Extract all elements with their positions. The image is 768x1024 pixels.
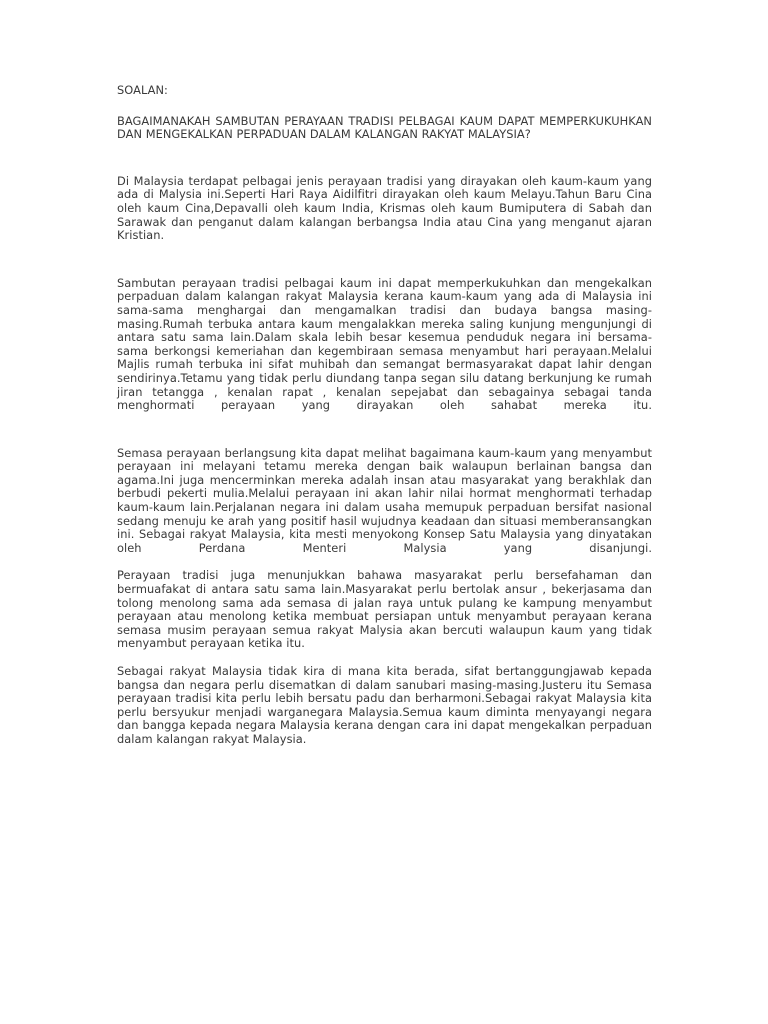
paragraph-conclusion: Sebagai rakyat Malaysia tidak kira di mana kita berada, sifat bertanggungjawab kepada bangsa dan negara perlu disematkan di dalam sanubari masing-masing.Justeru itu Semasa perayaan tradisi kita perlu lebih bersatu padu dan berharmoni.Sebagai rakyat Malaysia kita perlu bersyukur menjadi warganegara Malaysia.Semua kaum diminta menyayangi negara dan bangga kepada negara Malaysia kerana dengan cara ini dapat mengekalkan perpaduan dalam kalangan rakyat Malaysia. — [117, 664, 652, 746]
question-label: SOALAN: — [117, 83, 168, 97]
document-page — [117, 84, 652, 747]
paragraph-spacer — [117, 651, 652, 665]
paragraph-celebration: Semasa perayaan berlangsung kita dapat melihat bagaimana kaum-kaum yang menyambut perayaan ini melayani tetamu mereka dengan baik walaupun berlainan bangsa dan agama.Ini juga mencerminkan mereka adalah insan atau masyarakat yang berakhlak dan berbudi pekerti mulia.Melalui perayaan ini akan lahir nilai hormat menghormati terhadap kaum-kaum lain.Perjalanan negara ini dalam usaha memupuk perpaduan bersifat nasional sedang menuju ke arah yang positif hasil wujudnya keadaan dan situasi memberansangkan ini. Sebagai rakyat Malaysia, kita mesti menyokong Konsep Satu Malaysia yang dinyatakan oleh Perdana Menteri Malysia yang disanjungi. — [117, 445, 652, 555]
question-text: BAGAIMANAKAH SAMBUTAN PERAYAAN TRADISI PELBAGAI KAUM DAPAT MEMPERKUKUHKAN DAN MENGEKALKAN PERPADUAN DALAM KALANGAN RAKYAT MALAYSIA? — [117, 113, 652, 142]
paragraph-spacer — [117, 555, 652, 569]
paragraph-spacer — [117, 413, 652, 447]
paragraph-cooperation: Perayaan tradisi juga menunjukkan bahawa masyarakat perlu bersefahaman dan bermuafakat di antara satu sama lain.Masyarakat perlu bertolak ansur , bekerjasama dan tolong menolong sama ada semasa di jalan raya untuk pulang ke kampung menyambut perayaan atau menolong ketika membuat persiapan untuk menyambut perayaan kerana semasa musim perayaan semua rakyat Malysia akan bercuti walaupun kaum yang tidak menyambut perayaan ketika itu. — [117, 568, 652, 651]
paragraph-spacer — [117, 243, 652, 277]
paragraph-intro: Di Malaysia terdapat pelbagai jenis perayaan tradisi yang dirayakan oleh kaum-kaum yang ada di Malysia ini.Seperti Hari Raya Aidilfitri dirayakan oleh kaum Melayu.Tahun Baru Cina oleh kaum Cina,Depavalli oleh kaum India, Krismas oleh kaum Bumiputera di Sabah dan Sarawak dan penganut dalam kalangan berbangsa India atau Cina yang menganut ajaran Kristian. — [117, 173, 652, 243]
paragraph-open-house: Sambutan perayaan tradisi pelbagai kaum ini dapat memperkukuhkan dan mengekalkan perpaduan dalam kalangan rakyat Malaysia kerana kaum-kaum yang ada di Malaysia ini sama-sama menghargai dan mengamalkan tradisi dan budaya bangsa masing-masing.Rumah terbuka antara kaum mengalakkan mereka saling kunjung mengunjungi di antara satu sama lain.Dalam skala lebih besar kesemua penduduk negara ini bersama- sama berkongsi kemeriahan dan kegembiraan semasa menyambut hari perayaan.Melalui Majlis rumah terbuka ini sifat muhibah dan semangat bermasyarakat dapat lahir dengan sendirinya.Tetamu yang tidak perlu diundang tanpa segan silu datang berkunjung ke rumah jiran tetangga , kenalan rapat , kenalan sepejabat dan sebagainya sebagai tanda menghormati perayaan yang dirayakan oleh sahabat mereka itu. — [117, 275, 652, 413]
